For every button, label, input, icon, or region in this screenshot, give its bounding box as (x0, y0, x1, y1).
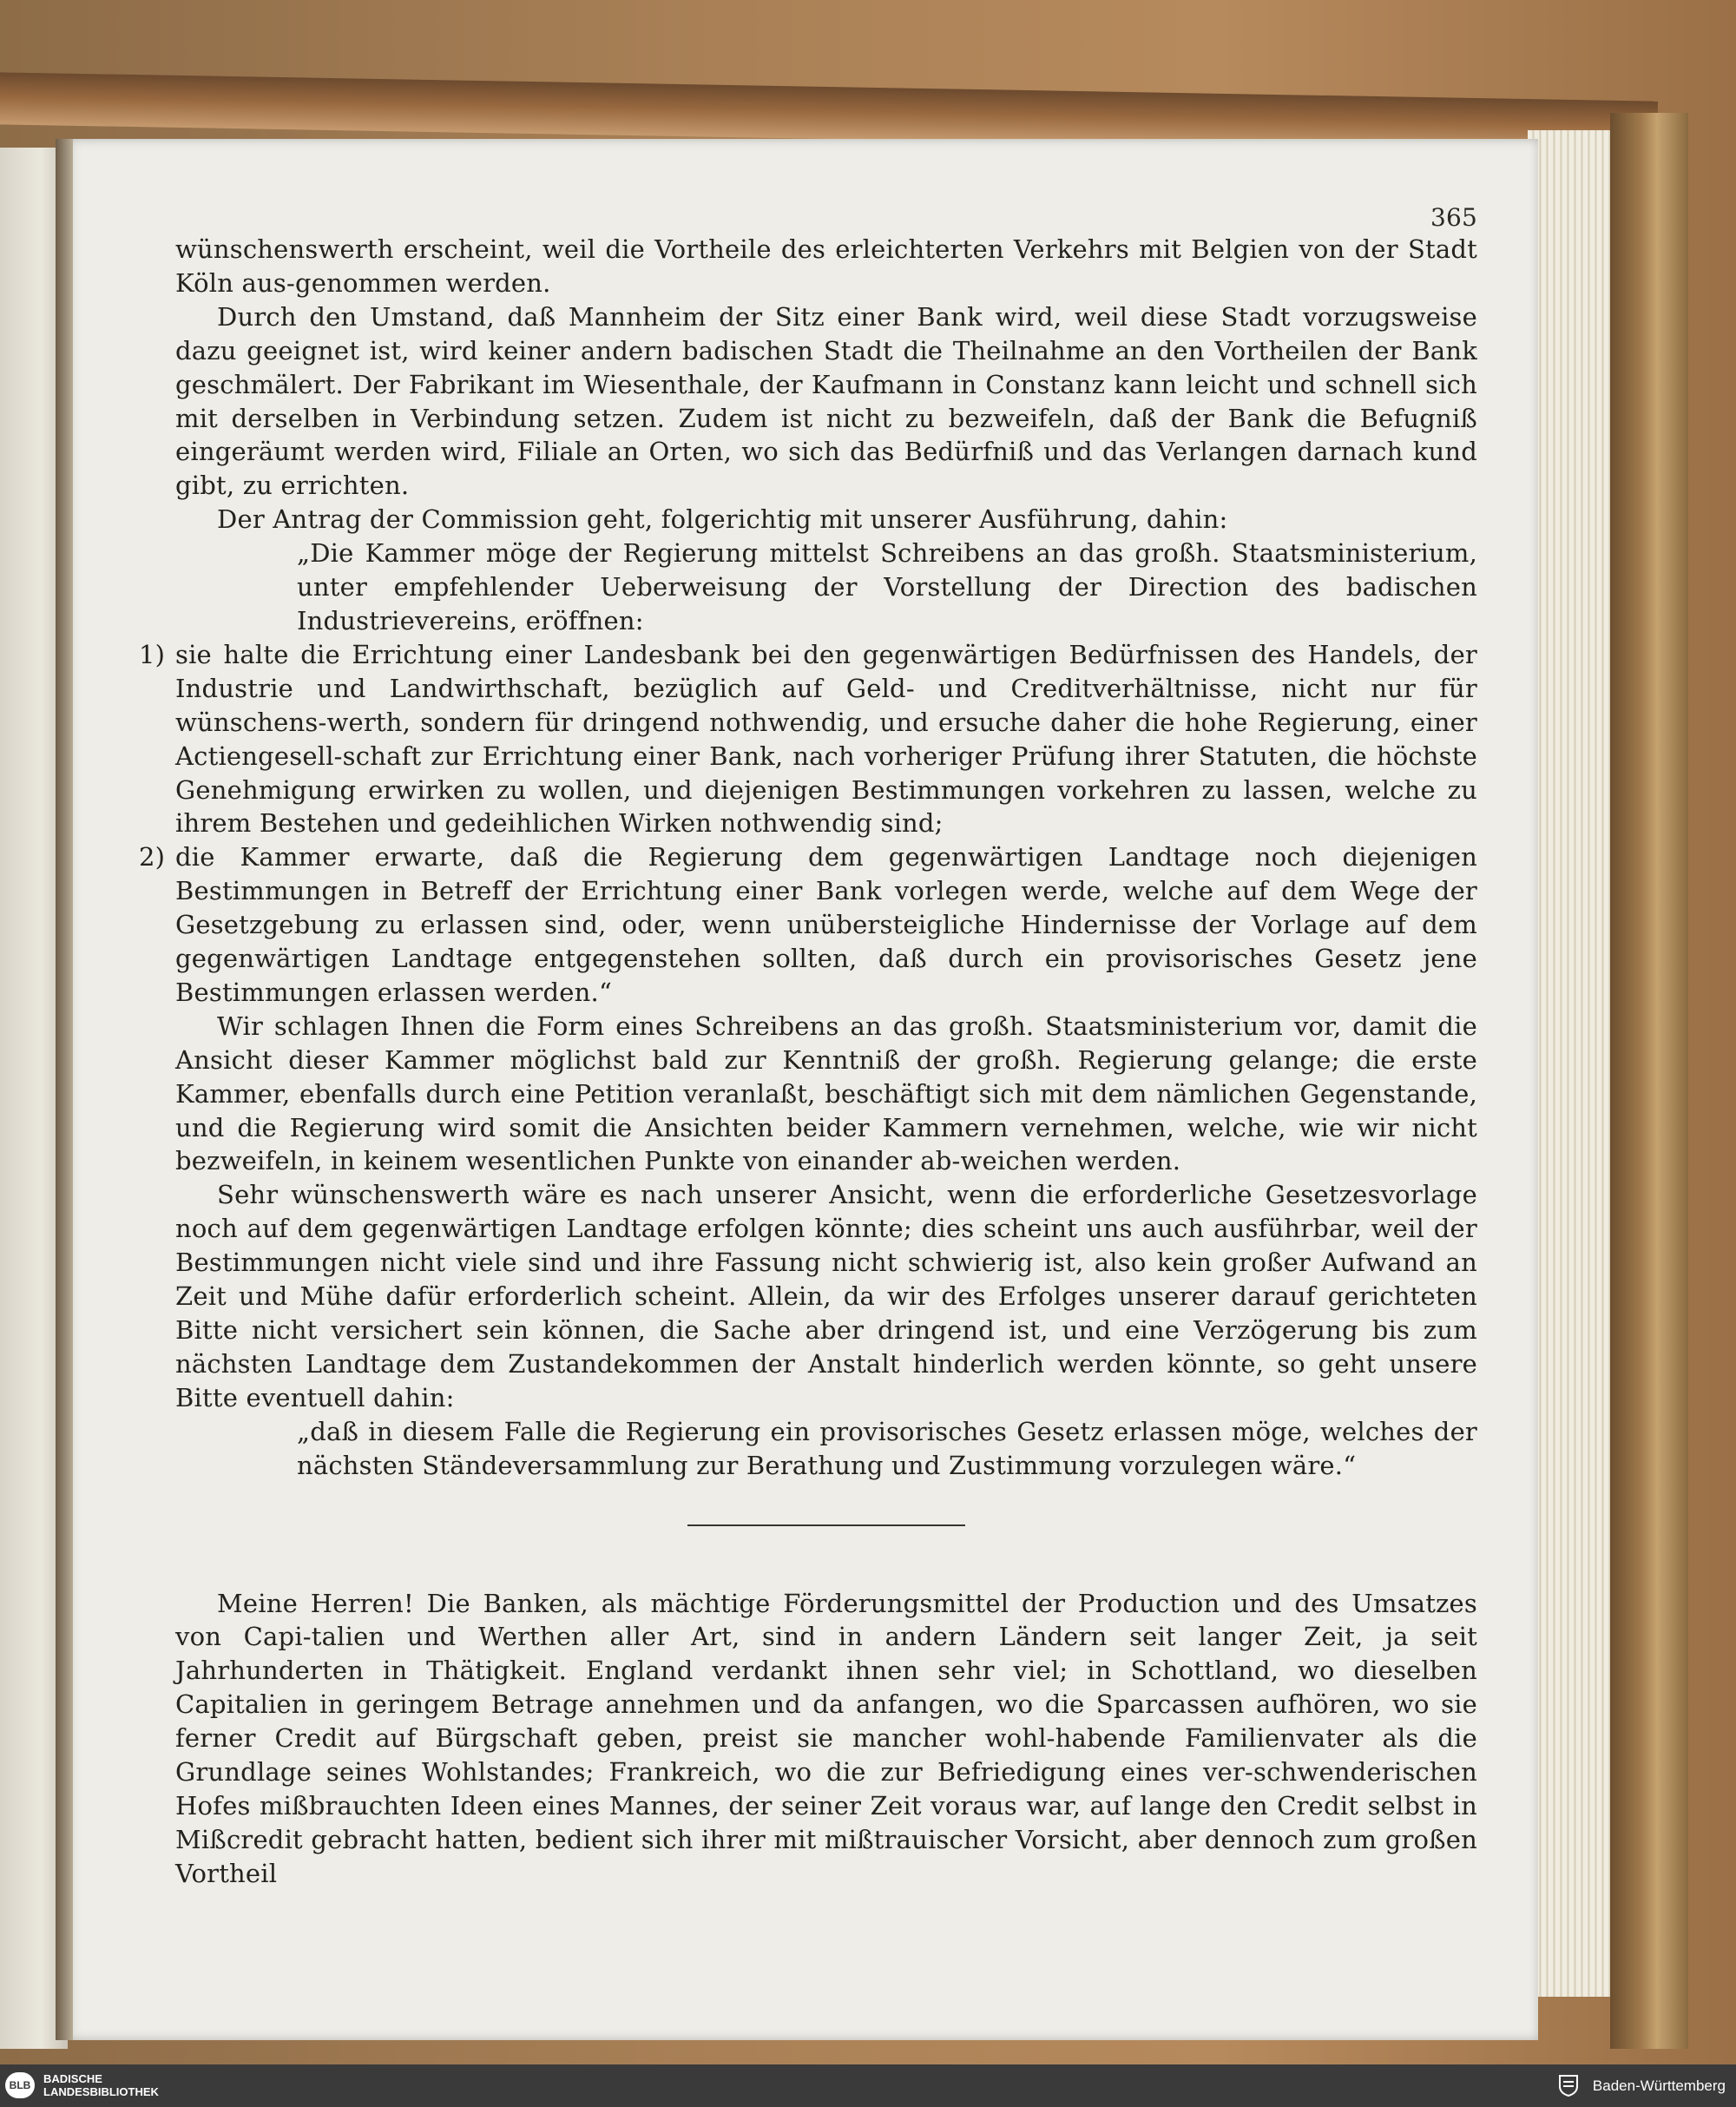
page-gutter (56, 139, 73, 2040)
page-text (139, 203, 1477, 1891)
library-name-line2: LANDESBIBLIOTHEK (43, 2085, 159, 2098)
paragraph: wünschenswerth erscheint, weil die Vortheile des erleichterten Verkehrs mit Belgien von der Stadt Köln aus-genommen werden. (175, 234, 1477, 298)
paragraph: Wir schlagen Ihnen die Form eines Schreibens an das großh. Staatsministerium vor, damit die Ansicht dieser Kammer möglichst bald zur Kenntniß der großh. Regierung gelange; die erste Kammer, ebenfalls durch eine Petition veranlaßt, beschäftigt sich mit dem nämlichen Gegenstande, und die Regierung wird somit die Ansichten beider Kammern vernehmen, welche, wie wir nicht bezweifeln, in keinem wesentlichen Punkte von einander ab-weichen werden. (175, 1011, 1477, 1176)
list-item (139, 638, 1477, 840)
footer-bar (0, 2064, 1736, 2107)
quoted-motion: „daß in diesem Falle die Regierung ein provisorisches Gesetz erlassen möge, welches der nächsten Ständeversammlung zur Berathung und Zustimmung vorzulegen wäre.“ (297, 1416, 1477, 1480)
text-blocks (139, 233, 1477, 1891)
library-name[interactable] (43, 2072, 159, 2098)
library-name-line1: BADISCHE (43, 2072, 102, 2085)
list-item (139, 840, 1477, 1010)
paragraph: Sehr wünschenswerth wäre es nach unserer Ansicht, wenn die erforderliche Gesetzesvorlage noch auf dem gegenwärtigen Landtage erfolgen könnte; dies scheint uns auch ausführbar, weil der Bestimmungen nicht viele sind und ihre Fassung nicht schwierig ist, also kein großer Aufwand an Zeit und Mühe dafür erforderlich scheint. Allein, da wir des Erfolges unserer darauf gerichteten Bitte nicht versichert sein können, die Sache aber dringend ist, und eine Verzögerung bis zum nächsten Landtage dem Zustandekommen der Anstalt hinderlich werden könnte, so geht unsere Bitte eventuell dahin: (175, 1180, 1477, 1412)
list-item-text: sie halte die Errichtung einer Landesbank bei den gegenwärtigen Bedürfnissen des Handels, der Industrie und Landwirthschaft, bezüglich auf Geld- und Creditverhältnisse, nicht nur für wünschens-werth, sondern für dringend nothwendig, und ersuche daher die hohe Regierung, einer Actiengesell-schaft zur Errichtung einer Bank, nach vorheriger Prüfung ihrer Statuten, die höchste Genehmigung erwirken zu wollen, und diejenigen Bestimmungen vorkehren zu lassen, welche zu ihrem Bestehen und gedeihlichen Wirken nothwendig sind; (175, 639, 1477, 839)
list-item-text: die Kammer erwarte, daß die Regierung dem gegenwärtigen Landtage noch diejenigen Bestimmungen in Betreff der Errichtung einer Bank vorlegen werde, welche auf dem Wege der Gesetzgebung zu erlassen sind, oder, wenn unübersteigliche Hindernisse der Vorlage auf dem gegenwärtigen Landtage entgegenstehen sollten, daß durch ein provisorisches Gesetz jene Bestimmungen erlassen werden.“ (175, 842, 1477, 1007)
blb-logo[interactable]: BLB (5, 2072, 35, 2098)
section-divider (687, 1524, 965, 1526)
list-item-number: 1) (139, 639, 166, 669)
paragraph: Meine Herren! Die Banken, als mächtige Förderungsmittel der Production und des Umsatzes von Capi-talien und Werthen aller Art, sind in andern Ländern seit langer Zeit, ja seit Jahrhunderten in Thätigkeit. England verdankt ihnen sehr viel; in Schottland, wo dieselben Capitalien in geringem Betrage annehmen und da anfangen, wo die Sparcassen aufhören, wo sie ferner Credit auf Bürgschaft geben, preist sie mancher wohl-habende Familienvater als die Grundlage seines Wohlstandes; Frankreich, wo die zur Befriedigung eines ver-schwenderischen Hofes mißbrauchten Ideen eines Mannes, der seiner Zeit voraus war, auf lange den Credit selbst in Mißcredit gebracht hatten, bedient sich ihrer mit mißtrauischer Vorsicht, aber dennoch zum großen Vortheil (175, 1588, 1477, 1888)
paragraph: Der Antrag der Commission geht, folgerichtig mit unserer Ausführung, dahin: (217, 504, 1228, 535)
state-logo-text[interactable]: Baden-Württemberg (1592, 2077, 1726, 2094)
list-item-number: 2) (139, 842, 166, 872)
paragraph: Durch den Umstand, daß Mannheim der Sitz einer Bank wird, weil diese Stadt vorzugsweise dazu geeignet ist, wird keiner andern badischen Stadt die Theilnahme an den Vortheilen der Bank geschmälert. Der Fabrikant im Wiesenthale, der Kaufmann in Constanz kann leicht und schnell sich mit derselben in Verbindung setzen. Zudem ist nicht zu bezweifeln, daß der Bank die Befugniß eingeräumt werden wird, Filiale an Orten, wo sich das Bedürfniß und das Verlangen darnach kund gibt, zu errichten. (175, 301, 1477, 501)
baden-wuerttemberg-icon (1557, 2074, 1580, 2097)
page-stack-edge (1528, 130, 1610, 1997)
book-leather-edge (1610, 113, 1688, 2049)
quoted-motion: „Die Kammer möge der Regierung mittelst Schreibens an das großh. Staatsministerium, unter empfehlender Ueberweisung der Vorstellung der Direction des badischen Industrievereins, eröffnen: (297, 538, 1477, 635)
page-number: 365 (1430, 203, 1477, 232)
scanned-page (62, 139, 1538, 2040)
